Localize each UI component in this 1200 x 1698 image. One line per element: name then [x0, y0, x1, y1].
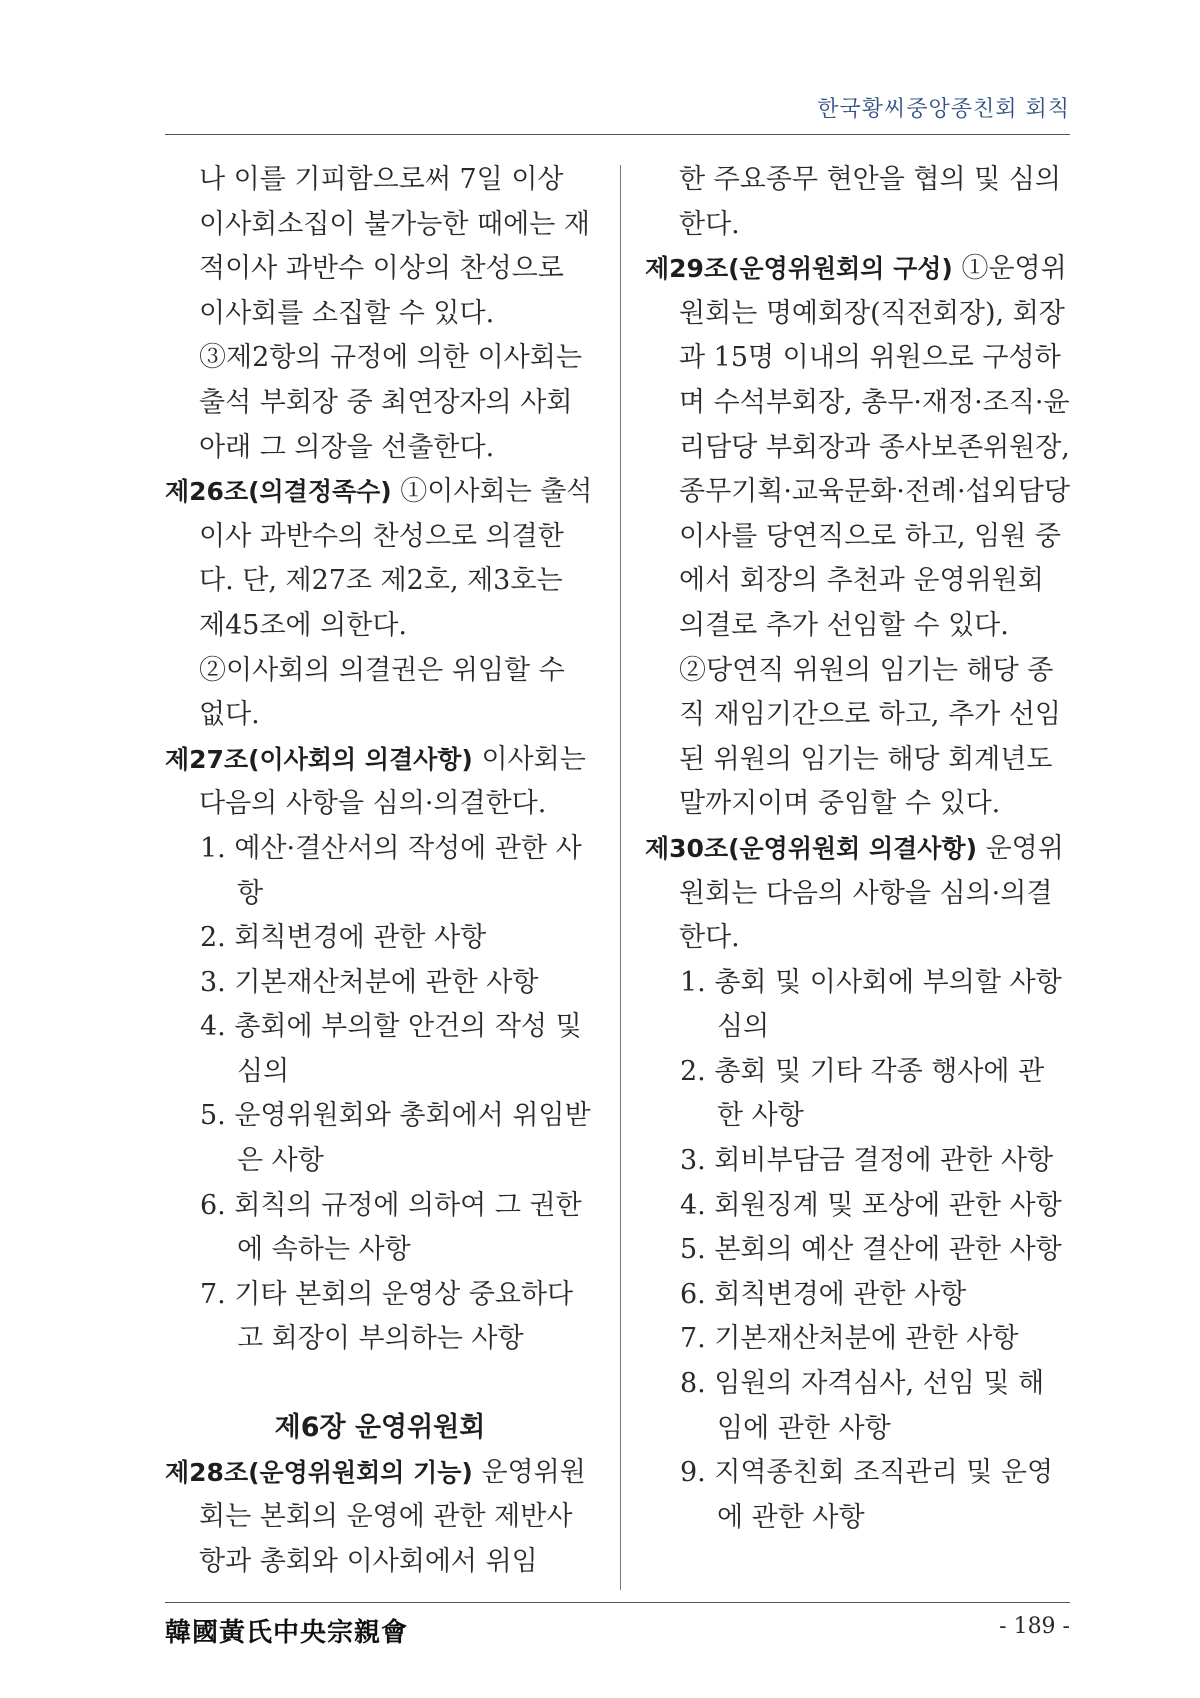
list-item: 3. 기본재산처분에 관한 사항 — [200, 966, 539, 998]
list-item: 6. 회칙의 규정에 의하여 그 권한에 속하는 사항 — [200, 1189, 582, 1266]
article-30 — [645, 827, 1070, 961]
list-item: 9. 지역종친회 조직관리 및 운영에 관한 사항 — [680, 1457, 1054, 1533]
article-heading: 제27조(이사회의 의결사항) — [165, 744, 473, 774]
article-28 — [165, 1451, 595, 1585]
paragraph: ③제2항의 규정에 의한 이사회는 출석 부회장 중 최연장자의 사회아래 그 의장을 선출한다. — [199, 342, 582, 463]
article-heading: 제29조(운영위원회의 구성) — [645, 254, 953, 284]
chapter-title: 제6장 운영위원회 — [274, 1412, 486, 1444]
article-26 — [165, 470, 595, 648]
list-item: 2. 회칙변경에 관한 사항 — [200, 922, 487, 954]
list-item: 5. 본회의 예산 결산에 관한 사항 — [680, 1234, 1062, 1266]
paragraph: 나 이를 기피함으로써 7일 이상 이사회소집이 불가능한 때에는 재적이사 과반수 이상의 찬성으로 이사회를 소집할 수 있다. — [199, 164, 590, 329]
footer-rule — [165, 1602, 1070, 1603]
article-heading: 제30조(운영위원회 의결사항) — [645, 833, 977, 863]
article-text: ①운영위원회는 명예회장(직전회장), 회장과 15명 이내의 위원으로 구성하며 수석부회장, 총무·재정·조직·윤리담당 부회장과 종사보존위원장, 종무기획·교육문화·전례·섭외담당 이사를 당연직으로 하고, 임원 중에서 회장의 추천과 운영위원회 의결로 추가 선임할 수 있다. — [679, 253, 1070, 641]
right-column — [645, 158, 1070, 1540]
paragraph: ②이사회의 의결권은 위임할 수 없다. — [199, 654, 565, 731]
footer-logo: 韓國黃氏中央宗親會 — [165, 1618, 409, 1648]
list-item: 6. 회칙변경에 관한 사항 — [680, 1278, 967, 1310]
list-item: 7. 기타 본회의 운영상 중요하다고 회장이 부의하는 사항 — [200, 1278, 574, 1355]
list-item: 2. 총회 및 기타 각종 행사에 관한 사항 — [680, 1055, 1045, 1132]
list-item: 7. 기본재산처분에 관한 사항 — [680, 1323, 1019, 1355]
list-item: 1. 예산·결산서의 작성에 관한 사항 — [200, 832, 582, 909]
header-rule — [165, 134, 1070, 135]
article-text: ①이사회는 출석이사 과반수의 찬성으로 의결한다. 단, 제27조 제2호, 제3호는 제45조에 의한다. — [199, 476, 593, 641]
column-divider — [620, 165, 621, 1590]
article-27 — [165, 738, 595, 827]
article-text: 운영위원회는 다음의 사항을 심의·의결한다. — [679, 832, 1064, 954]
paragraph: 한 주요종무 현안을 협의 및 심의한다. — [679, 164, 1061, 240]
article-heading: 제26조(의결정족수) — [165, 477, 392, 507]
page-number: - 189 - — [999, 1614, 1070, 1639]
running-header: 한국황씨중앙종친회 회칙 — [817, 97, 1070, 122]
list-item: 8. 임원의 자격심사, 선임 및 해임에 관한 사항 — [680, 1368, 1045, 1444]
article-text: 운영위원회는 본회의 운영에 관한 제반사항과 총회와 이사회에서 위임 — [199, 1456, 586, 1577]
list-item: 1. 총회 및 이사회에 부의할 사항 심의 — [680, 966, 1062, 1043]
list-item: 4. 총회에 부의할 안건의 작성 및 심의 — [200, 1011, 582, 1087]
article-text: 이사회는 다음의 사항을 심의·의결한다. — [199, 743, 586, 820]
list-item: 3. 회비부담금 결정에 관한 사항 — [680, 1145, 1054, 1177]
list-item: 5. 운영위원회와 총회에서 위임받은 사항 — [200, 1100, 591, 1177]
left-column — [165, 158, 595, 1584]
article-29 — [645, 247, 1070, 648]
paragraph: ②당연직 위원의 임기는 해당 종직 재임기간으로 하고, 추가 선임된 위원의 임기는 해당 회계년도 말까지이며 중임할 수 있다. — [679, 654, 1061, 820]
article-heading: 제28조(운영위원회의 기능) — [165, 1457, 473, 1487]
list-item: 4. 회원징계 및 포상에 관한 사항 — [680, 1189, 1062, 1221]
